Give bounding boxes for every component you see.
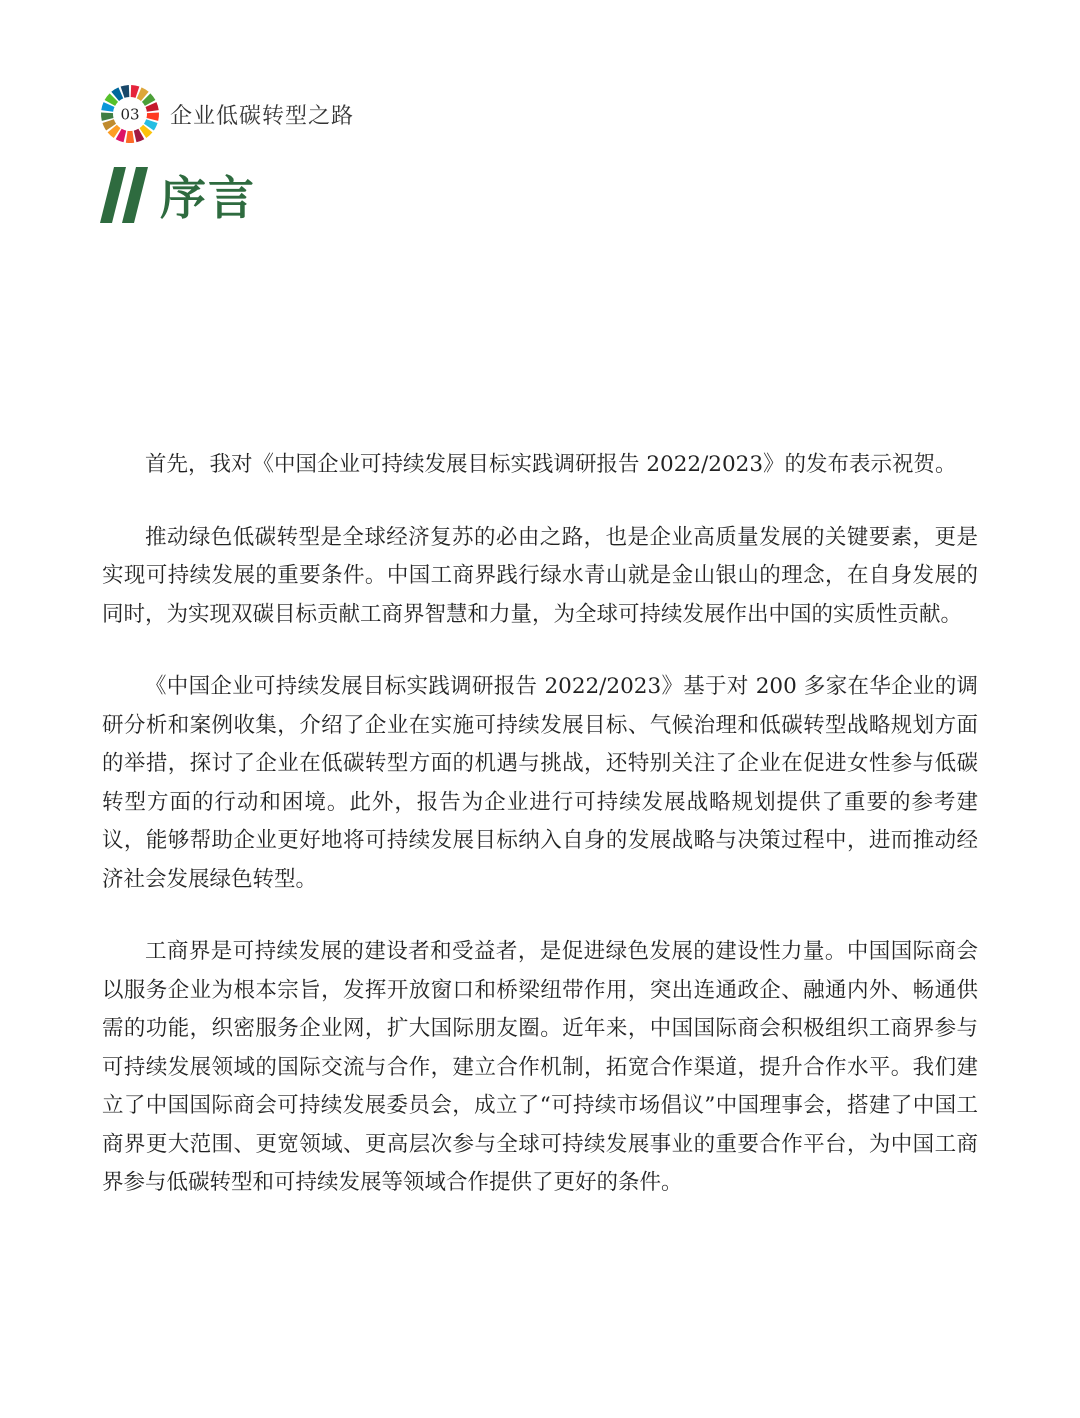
section-heading (100, 162, 256, 228)
sdg-wheel-segment (126, 131, 134, 143)
paragraph-2: 推动绿色低碳转型是全球经济复苏的必由之路，也是企业高质量发展的关键要素，更是实现可持续发展的重要条件。中国工商界践行绿水青山就是金山银山的理念，在自身发展的同时，为实现双碳目标贡献工商界智慧和力量，为全球可持续发展作出中国的实质性贡献。 (102, 524, 978, 627)
sdg-wheel-segment (147, 112, 159, 120)
chapter-title: 企业低碳转型之路 (170, 103, 355, 129)
page-number: 03 (120, 105, 140, 124)
preface-body (102, 446, 978, 1237)
paragraph-1: 首先，我对《中国企业可持续发展目标实践调研报告 2022/2023》的发布表示祝贺。 (145, 452, 957, 477)
paragraph-3: 《中国企业可持续发展目标实践调研报告 2022/2023》基于对 200 多家在华企业的调研分析和案例收集，介绍了企业在实施可持续发展目标、气候治理和低碳转型战略规划方面的举措，探讨了企业在低碳转型方面的机遇与挑战，还特别关注了企业在促进女性参与低碳转型方面的行动和困境。此外，报告为企业进行可持续发展战略规划提供了重要的参考建议，能够帮助企业更好地将可持续发展目标纳入自身的发展战略与决策过程中，进而推动经济社会发展绿色转型。 (102, 674, 978, 892)
page-header (100, 84, 354, 144)
section-title: 序言 (160, 171, 256, 225)
sdg-wheel-segment (101, 112, 113, 120)
sdg-wheel-icon (100, 84, 160, 144)
double-slash-icon (100, 167, 154, 223)
paragraph-4: 工商界是可持续发展的建设者和受益者，是促进绿色发展的建设性力量。中国国际商会以服务企业为根本宗旨，发挥开放窗口和桥梁纽带作用，突出连通政企、融通内外、畅通供需的功能，织密服务企业网，扩大国际朋友圈。近年来，中国国际商会积极组织工商界参与可持续发展领域的国际交流与合作，建立合作机制，拓宽合作渠道，提升合作水平。我们建立了中国国际商会可持续发展委员会，成立了“可持续市场倡议”中国理事会，搭建了中国工商界更大范围、更宽领域、更高层次参与全球可持续发展事业的重要合作平台，为中国工商界参与低碳转型和可持续发展等领域合作提供了更好的条件。 (102, 939, 978, 1195)
